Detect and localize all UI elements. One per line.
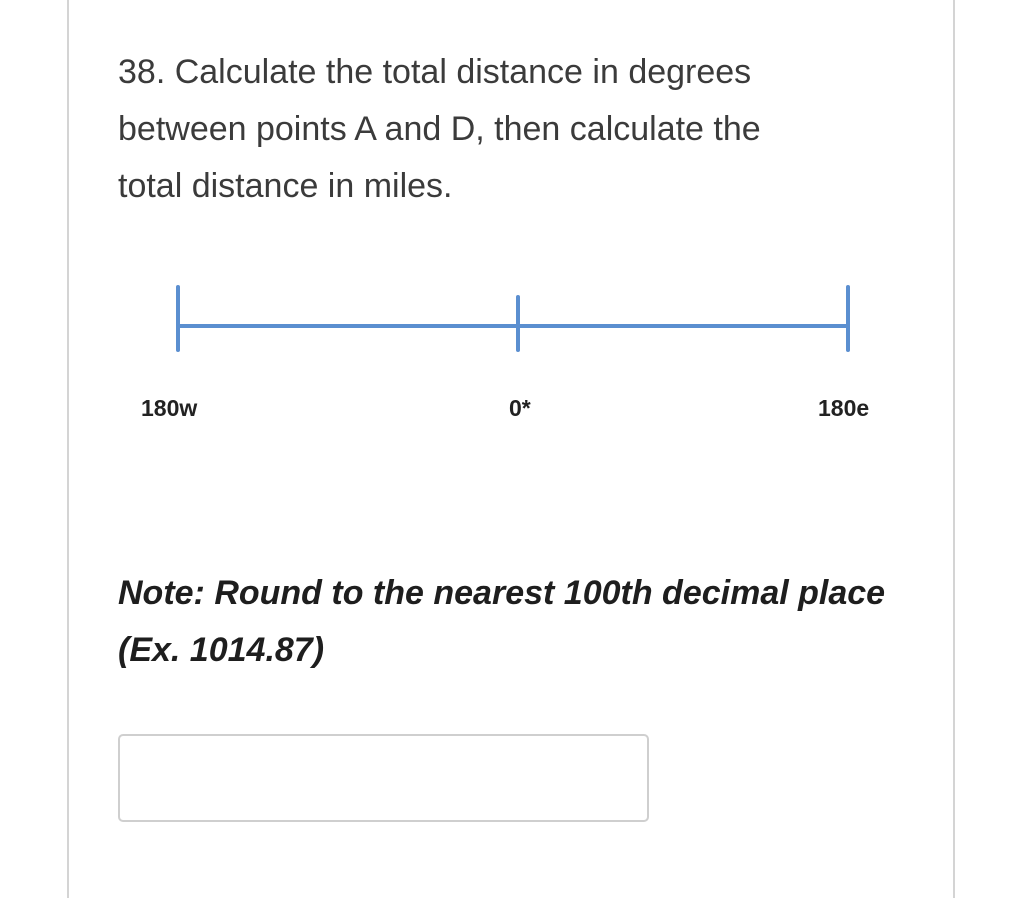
longitude-number-line: [120, 270, 920, 440]
note-line-2: (Ex. 1014.87): [118, 631, 325, 669]
label-180e: 180e: [818, 395, 870, 421]
question-text: [118, 44, 878, 215]
number-line-diagram: [120, 270, 920, 440]
rounding-note: [118, 565, 918, 679]
question-line-3: total distance in miles.: [118, 167, 453, 205]
answer-input[interactable]: [118, 734, 649, 822]
question-line-1: 38. Calculate the total distance in degrees: [118, 53, 752, 91]
note-line-1: Note: Round to the nearest 100th decimal place: [118, 574, 886, 612]
label-0: 0*: [509, 395, 531, 421]
question-line-2: between points A and D, then calculate the: [118, 110, 761, 148]
label-180w: 180w: [141, 395, 198, 421]
